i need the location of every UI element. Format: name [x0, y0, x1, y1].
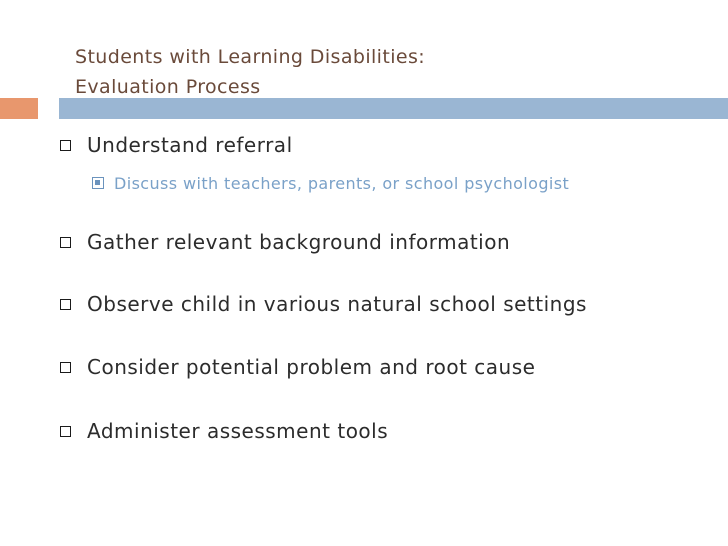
square-bullet-icon	[60, 362, 71, 373]
bullet-item	[60, 353, 535, 381]
square-bullet-icon	[60, 237, 71, 248]
filled-square-bullet-icon	[92, 177, 104, 189]
bullet-item	[60, 228, 510, 256]
sub-bullet-item	[92, 170, 569, 196]
square-bullet-icon	[60, 140, 71, 151]
bullet-text: Gather relevant background information	[87, 230, 511, 254]
bullet-item	[60, 131, 293, 159]
square-bullet-icon	[60, 426, 71, 437]
bullet-item	[60, 417, 388, 445]
bullet-text: Administer assessment tools	[87, 419, 389, 443]
bullet-item	[60, 290, 587, 318]
sub-bullet-text: Discuss with teachers, parents, or school psychologist	[114, 173, 570, 193]
title-line-1: Students with Learning Disabilities:	[75, 46, 426, 68]
bullet-text: Consider potential problem and root cause	[87, 355, 536, 379]
title-line-2: Evaluation Process	[75, 76, 261, 98]
square-bullet-icon	[60, 299, 71, 310]
bullet-text: Understand referral	[87, 133, 293, 157]
bullet-text: Observe child in various natural school settings	[87, 292, 587, 316]
